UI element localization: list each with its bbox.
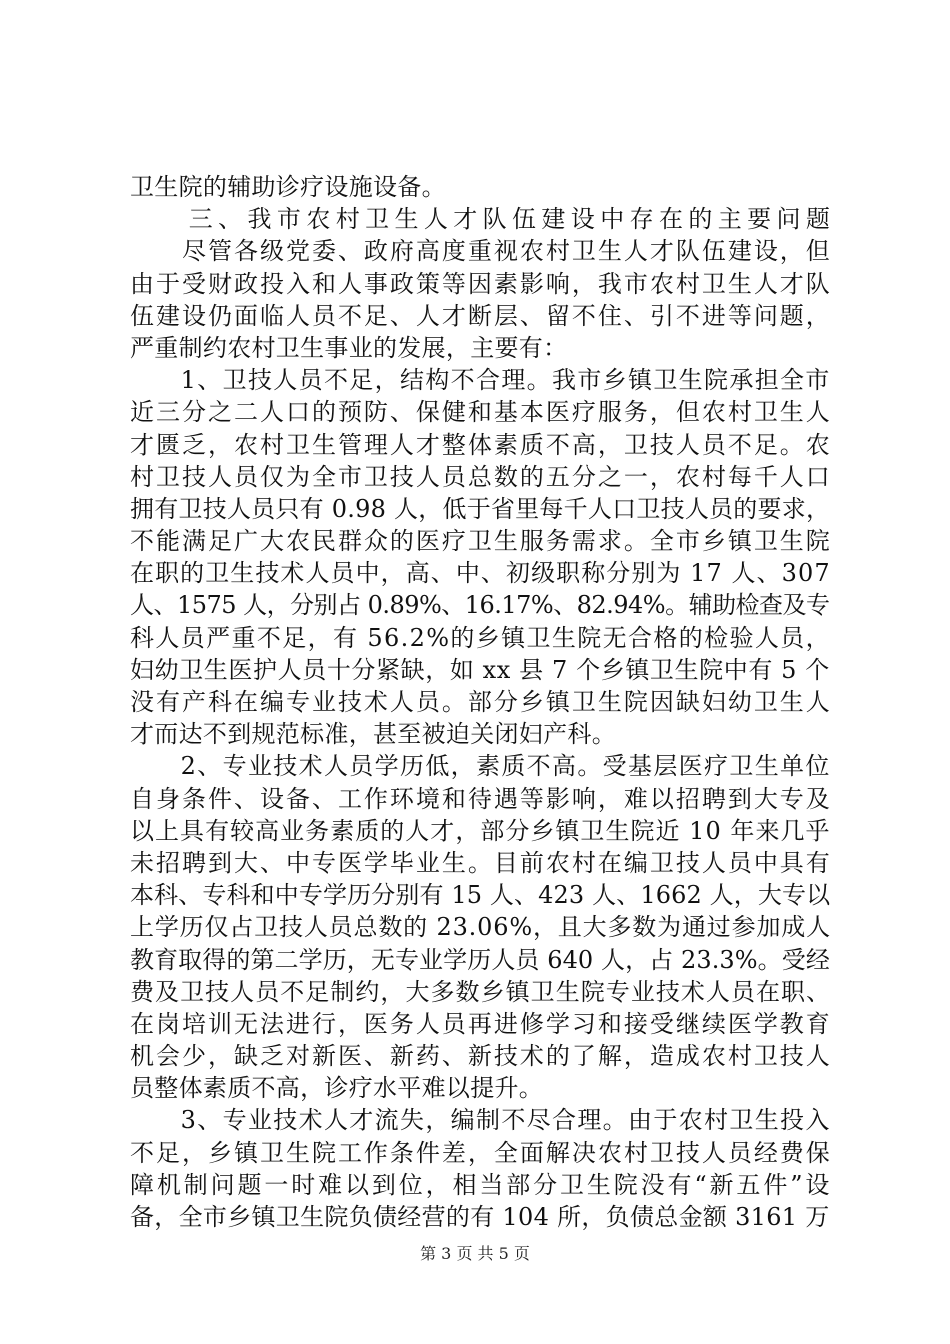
text-line: 3、专业技术人才流失，编制不尽合理。由于农村卫生投入: [130, 1106, 831, 1135]
text-line: 不能满足广大农民群众的医疗卫生服务需求。全市乡镇卫生院: [130, 527, 832, 556]
text-line: 才而达不到规范标准，甚至被迫关闭妇产科。: [130, 720, 616, 749]
text-line: 不足，乡镇卫生院工作条件差，全面解决农村卫技人员经费保: [130, 1138, 832, 1167]
text-line: 2、专业技术人员学历低，素质不高。受基层医疗卫生单位: [130, 752, 831, 781]
text-line: 近三分之二人口的预防、保健和基本医疗服务，但农村卫生人: [130, 398, 832, 427]
page-footer: 第 3 页 共 5 页: [420, 1244, 530, 1263]
text-line: 卫生院的辅助诊疗设施设备。: [130, 173, 446, 201]
text-line: 障机制问题一时难以到位，相当部分卫生院没有“新五件”设: [130, 1170, 833, 1199]
text-line: 由于受财政投入和人事政策等因素影响，我市农村卫生人才队: [130, 269, 832, 298]
text-line: 伍建设仍面临人员不足、人才断层、留不住、引不进等问题，: [130, 301, 832, 330]
text-line: 以上具有较高业务素质的人才，部分乡镇卫生院近 10 年来几乎: [130, 816, 831, 845]
text-line: 机会少，缺乏对新医、新药、新技术的了解，造成农村卫技人: [130, 1042, 832, 1071]
text-line: 没有产科在编专业技术人员。部分乡镇卫生院因缺妇幼卫生人: [130, 688, 832, 716]
text-line: 三、我市农村卫生人才队伍建设中存在的主要问题: [130, 205, 836, 234]
text-line: 严重制约农村卫生事业的发展，主要有：: [130, 333, 568, 362]
document-body: [130, 171, 836, 1233]
text-line: 尽管各级党委、政府高度重视农村卫生人才队伍建设，但: [130, 237, 832, 266]
text-line: 教育取得的第二学历，无专业学历人员 640 人，占 23.3%。受经: [130, 945, 830, 974]
text-line: 村卫技人员仅为全市卫技人员总数的五分之一，农村每千人口: [130, 462, 832, 491]
text-line: 在岗培训无法进行，医务人员再进修学习和接受继续医学教育: [130, 1009, 832, 1038]
text-line: 才匮乏，农村卫生管理人才整体素质不高，卫技人员不足。农: [130, 430, 832, 459]
text-line: 科人员严重不足，有 56.2%的乡镇卫生院无合格的检验人员，: [130, 623, 831, 652]
text-line: 员整体素质不高，诊疗水平难以提升。: [130, 1074, 544, 1103]
text-line: 自身条件、设备、工作环境和待遇等影响，难以招聘到大专及: [130, 784, 832, 813]
text-line: 上学历仅占卫技人员总数的 23.06%，且大多数为通过参加成人: [130, 913, 831, 942]
text-line: 未招聘到大、中专医学毕业生。目前农村在编卫技人员中具有: [130, 848, 832, 877]
text-line: 费及卫技人员不足制约，大多数乡镇卫生院专业技术人员在职、: [130, 977, 832, 1006]
text-line: 在职的卫生技术人员中，高、中、初级职称分别为 17 人、307: [130, 559, 831, 588]
text-line: 人、1575 人，分别占 0.89%、16.17%、82.94%。辅助检查及专: [130, 591, 830, 620]
text-line: 拥有卫技人员只有 0.98 人，低于省里每千人口卫技人员的要求，: [130, 494, 831, 523]
text-line: 妇幼卫生医护人员十分紧缺，如 xx 县 7 个乡镇卫生院中有 5 个: [130, 655, 830, 684]
text-line: 本科、专科和中专学历分别有 15 人、423 人、1662 人，大专以: [130, 881, 831, 910]
text-line: 备，全市乡镇卫生院负债经营的有 104 所，负债总金额 3161 万: [130, 1203, 830, 1231]
text-line: 1、卫技人员不足，结构不合理。我市乡镇卫生院承担全市: [130, 366, 831, 395]
